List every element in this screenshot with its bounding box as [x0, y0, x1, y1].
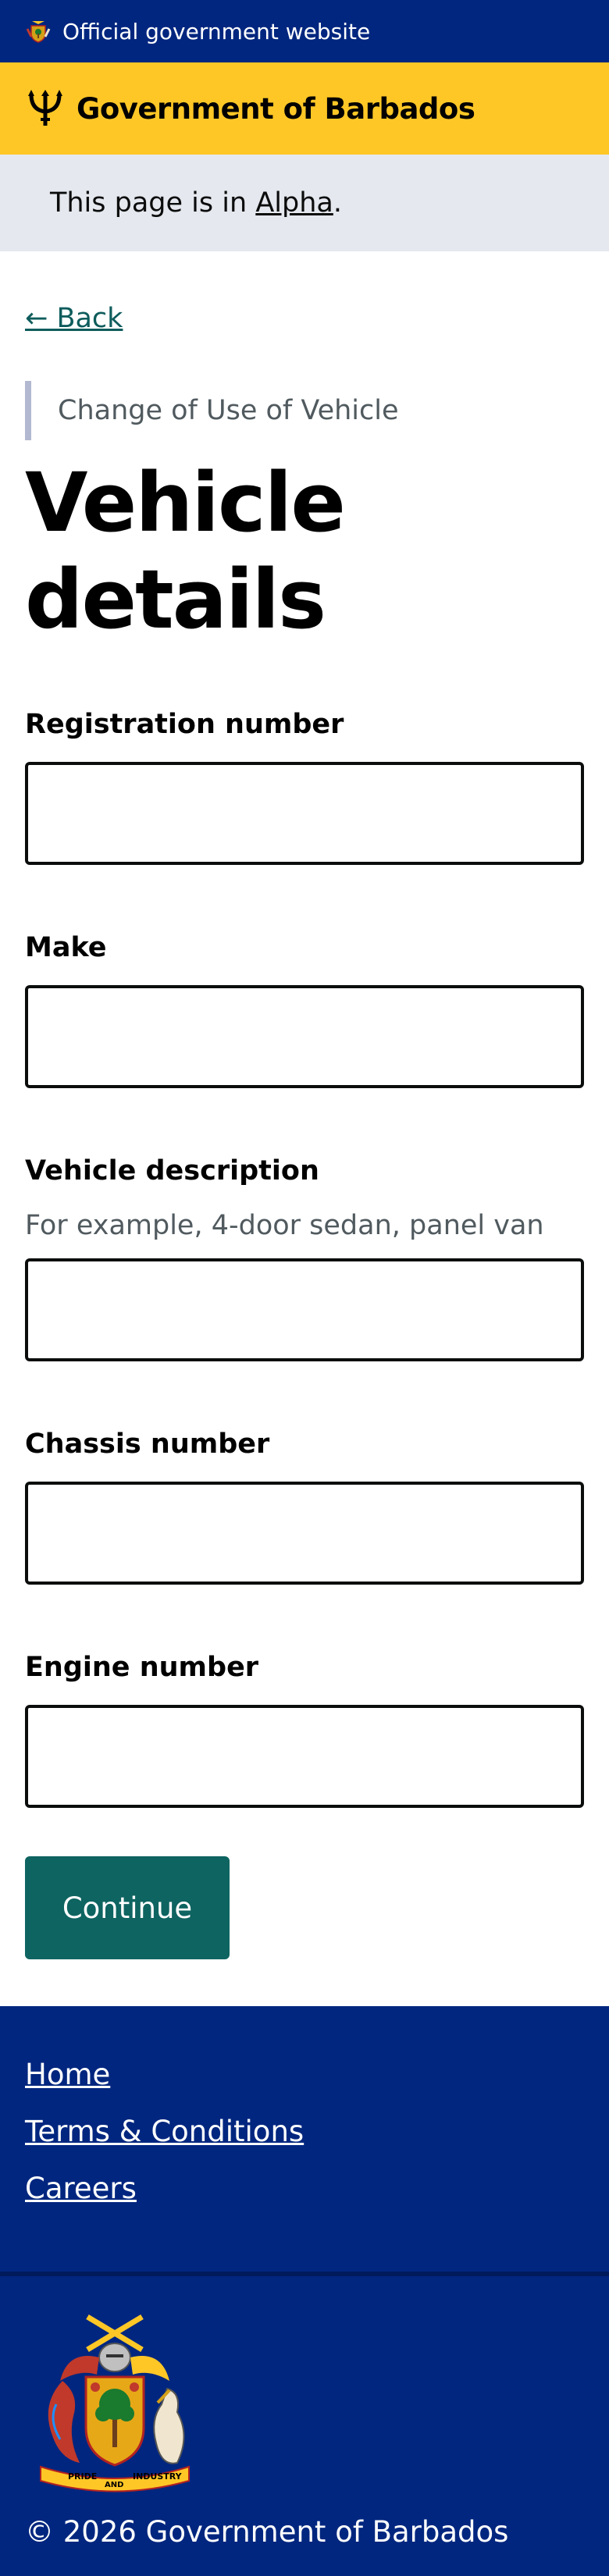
brand-bar [0, 62, 609, 155]
coat-of-arms-small-icon [25, 18, 52, 44]
brand-name: Government of Barbados [77, 91, 475, 126]
motto-and: AND [105, 2481, 124, 2489]
make-group [25, 932, 584, 1088]
phase-banner-suffix: . [333, 187, 342, 219]
site-header [0, 0, 609, 155]
copyright-text: © 2026 Government of Barbados [25, 2515, 509, 2549]
make-input[interactable] [25, 985, 584, 1088]
motto-industry: INDUSTRY [133, 2471, 182, 2482]
footer-links [0, 2006, 609, 2273]
chassis-number-label: Chassis number [25, 1429, 270, 1460]
chassis-number-input[interactable] [25, 1482, 584, 1585]
phase-banner-prefix: This page is in [50, 187, 256, 219]
page-title: Vehicle details [25, 455, 344, 647]
registration-number-group [25, 709, 584, 865]
coat-of-arms-icon [25, 2303, 205, 2498]
official-website-text: Official government website [62, 18, 371, 44]
vehicle-description-group [25, 1155, 584, 1361]
official-banner [0, 0, 609, 62]
engine-number-input[interactable] [25, 1705, 584, 1808]
vehicle-details-form [25, 709, 584, 1959]
motto-pride: PRIDE [68, 2471, 98, 2482]
footer-link-terms[interactable]: Terms & Conditions [25, 2115, 304, 2148]
vehicle-description-input[interactable] [25, 1258, 584, 1361]
vehicle-description-hint: For example, 4-door sedan, panel van [25, 1210, 544, 1241]
back-link[interactable]: ← Back [25, 303, 123, 334]
trident-icon [25, 88, 66, 129]
main-content [0, 251, 609, 1959]
phase-banner [0, 155, 609, 251]
vehicle-description-label: Vehicle description [25, 1155, 319, 1187]
footer-link-home[interactable]: Home [25, 2058, 111, 2091]
page-caption: Change of Use of Vehicle [25, 381, 584, 440]
continue-button[interactable]: Continue [25, 1856, 230, 1959]
alpha-link[interactable]: Alpha [255, 187, 333, 219]
footer-link-careers[interactable]: Careers [25, 2172, 137, 2205]
chassis-number-group [25, 1429, 584, 1585]
registration-number-input[interactable] [25, 762, 584, 865]
make-label: Make [25, 932, 107, 963]
registration-number-label: Registration number [25, 709, 344, 740]
engine-number-group [25, 1652, 584, 1808]
footer-bottom [0, 2276, 609, 2576]
engine-number-label: Engine number [25, 1652, 259, 1683]
